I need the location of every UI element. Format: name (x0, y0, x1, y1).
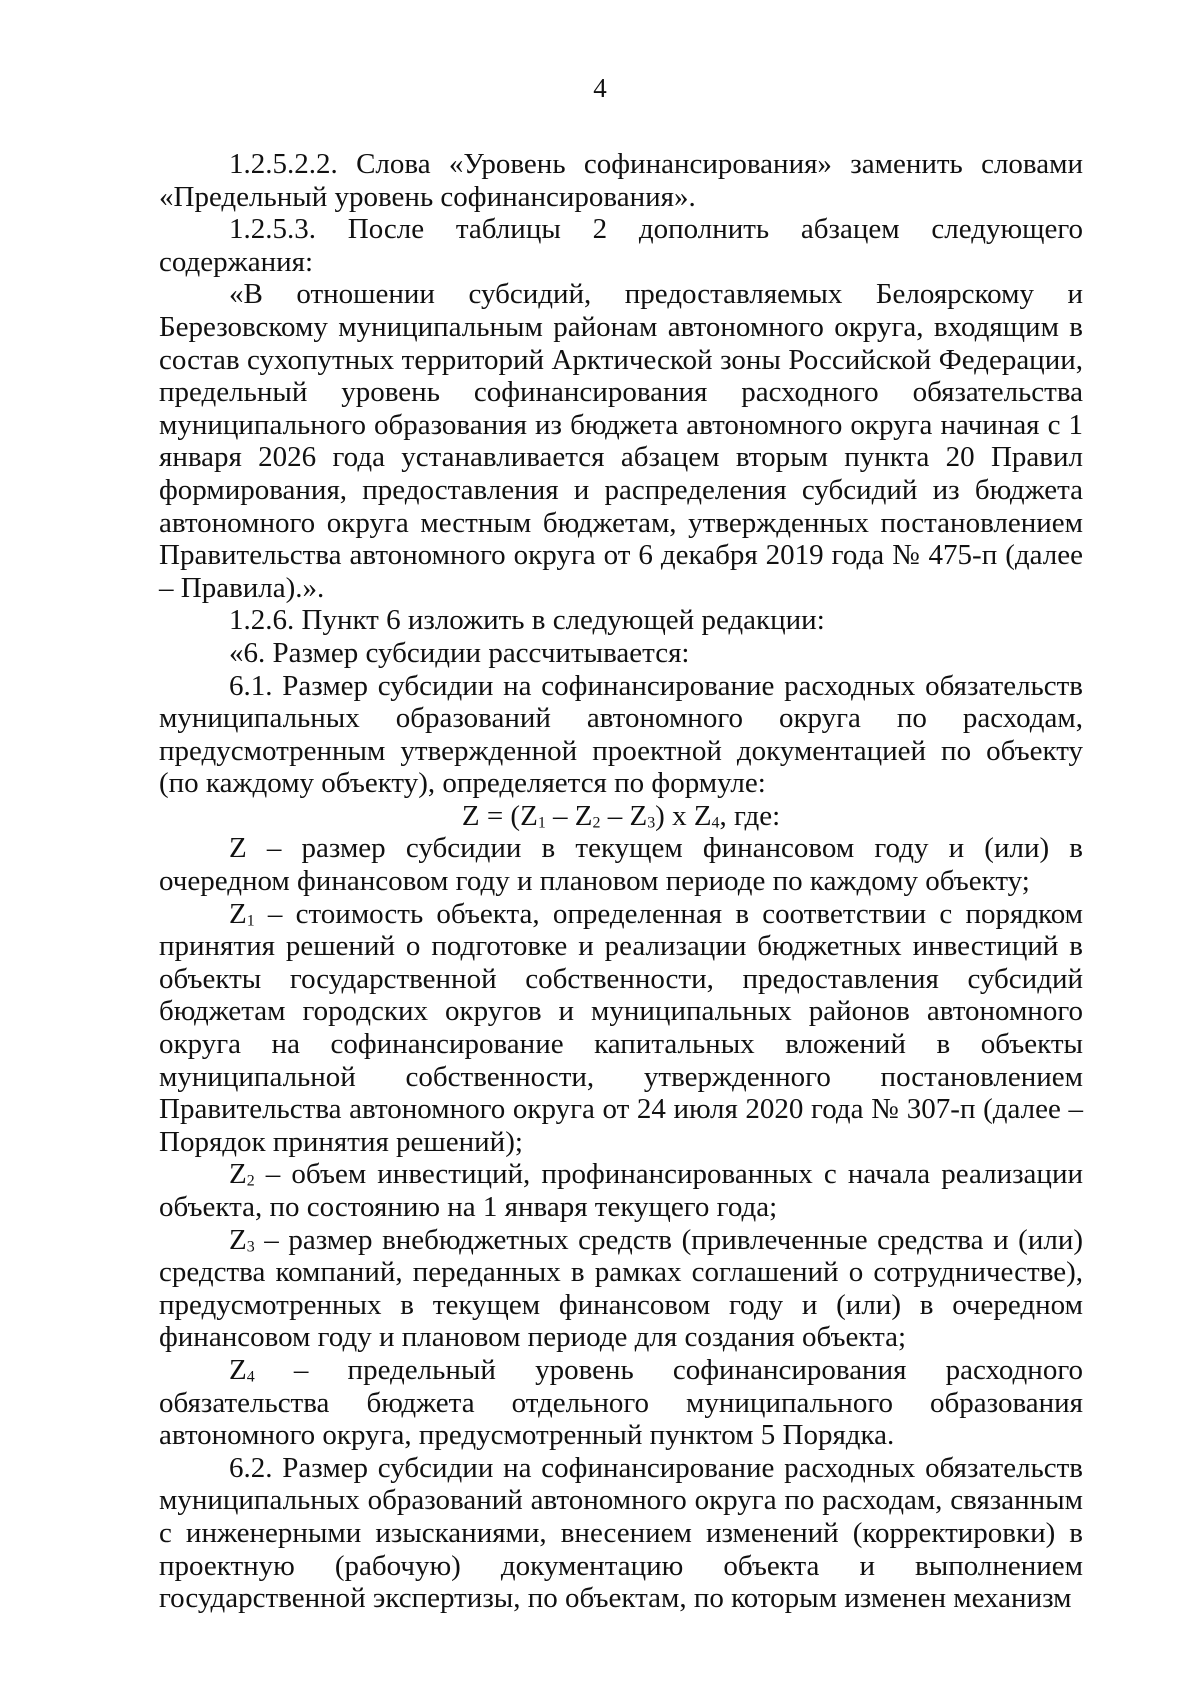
definition-z1: $Z_1$ – стоимость объекта, определенная в соответствии с порядком принятия решений о подготовке и реализации бюджетных инвестиций в объекты государственной собственности, предоставления субсидий бюджетам городских округов и муниципальных районов автономного округа на софинансирование капитальных вложений в объекты муниципальной собственности, утвержденного постановлением Правительства автономного округа от 24 июля 2020 года № 307-п (далее – Порядок принятия решений); (159, 897, 1083, 1158)
paragraph-1-2-6: 1.2.6. Пункт 6 изложить в следующей редакции: (229, 604, 825, 637)
paragraph-6-1: 6.1. Размер субсидии на софинансирование расходных обязательств муниципальных образований автономного округа по расходам, предусмотренным утвержденной проектной документацией по объекту (по каждому объекту), определяется по формуле: (159, 669, 1083, 800)
definition-z2: $Z_2$ – объем инвестиций, профинансированных с начала реализации объекта, по состоянию на 1 января текущего года; (159, 1158, 1083, 1223)
definition-z4: $Z_4$ – предельный уровень софинансирования расходного обязательства бюджета отдельного муниципального образования автономного округа, предусмотренный пунктом 5 Порядка. (159, 1353, 1083, 1452)
page-number: 4 (593, 73, 607, 103)
document-body (159, 148, 1083, 1615)
paragraph-1-2-5-3: 1.2.5.3. После таблицы 2 дополнить абзацем следующего содержания: (159, 213, 1083, 278)
definition-z: Z – размер субсидии в текущем финансовом году и (или) в очередном финансовом году и плановом периоде по каждому объекту; (159, 832, 1083, 898)
paragraph-quoted-addition: «В отношении субсидий, предоставляемых Белоярскому и Березовскому муниципальным районам автономного округа, входящим в состав сухопутных территорий Арктической зоны Российской Федерации, предельный уровень софинансирования расходного обязательства муниципального образования из бюджета автономного округа начиная с 1 января 2026 года устанавливается абзацем вторым пункта 20 Правил формирования, предоставления и распределения субсидий из бюджета автономного округа местным бюджетам, утвержденных постановлением Правительства автономного округа от 6 декабря 2019 года № 475-п (далее – Правила).». (159, 278, 1083, 604)
definition-z3: $Z_3$ – размер внебюджетных средств (привлеченные средства и (или) средства компаний, переданных в рамках соглашений о сотрудничестве), предусмотренных в текущем финансовом году и (или) в очередном финансовом году и плановом периоде для создания объекта; (159, 1223, 1083, 1354)
paragraph-1-2-5-2-2: 1.2.5.2.2. Слова «Уровень софинансирования» заменить словами «Предельный уровень софинансирования». (159, 148, 1083, 213)
paragraph-6-2: 6.2. Размер субсидии на софинансирование расходных обязательств муниципальных образований автономного округа по расходам, связанным с инженерными изысканиями, внесением изменений (корректировки) в проектную (рабочую) документацию объекта и выполнением государственной экспертизы, по объектам, по которым изменен механизм (159, 1451, 1083, 1615)
paragraph-6-heading: «6. Размер субсидии рассчитывается: (229, 636, 690, 669)
formula: $Z = (Z_1 - Z_2 - Z_3)$ x $Z_4$, где: (461, 799, 781, 832)
